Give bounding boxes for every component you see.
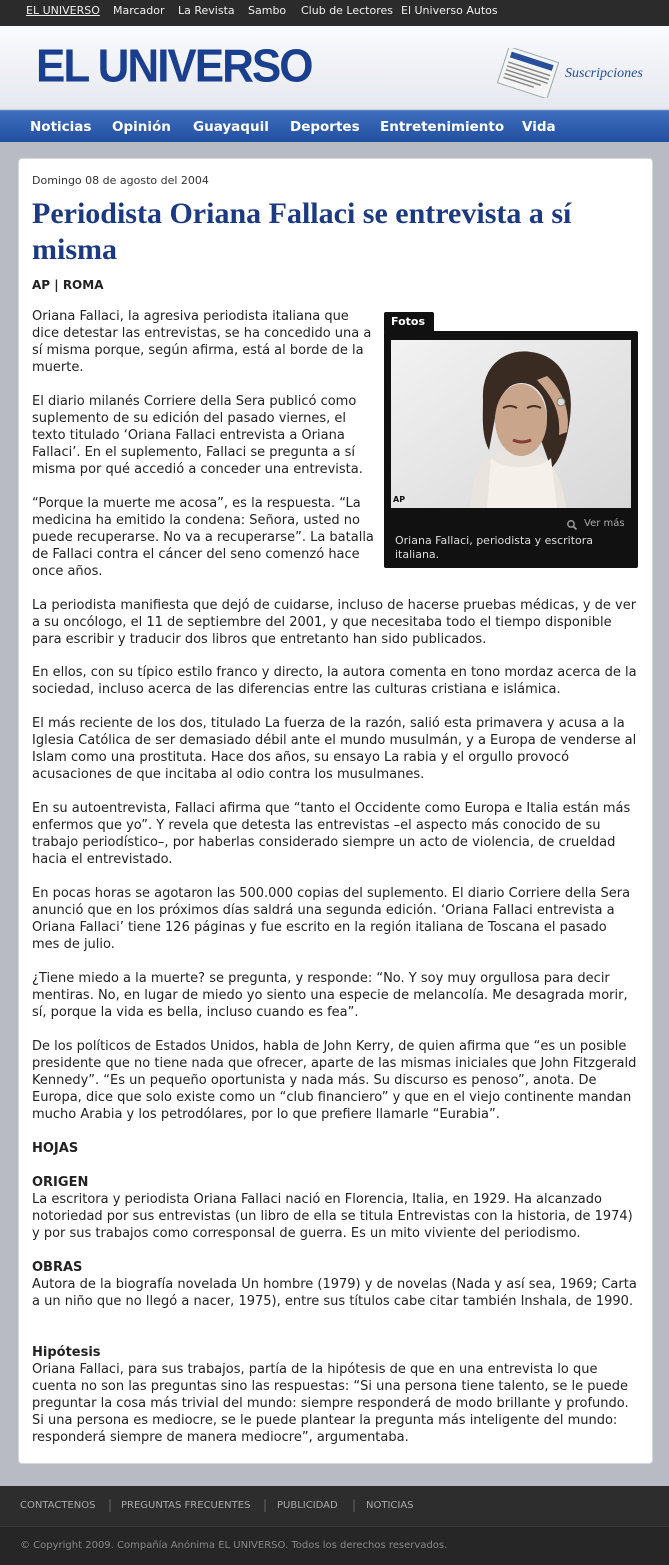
article-paragraph: El diario milanés Corriere della Sera publicó como suplemento de su edición del pasado viernes, el texto titulado ‘Oriana Fallaci entrevista a Oriana Fallaci’. En el suplemento, Fallaci se pregunta a sí misma por qué accedió a conceder una entrevista. — [32, 394, 363, 477]
top-bar — [0, 0, 669, 26]
nav-vida[interactable]: Vida — [522, 119, 556, 135]
section-text-obras: Autora de la biografía novelada Un hombre (1979) y de novelas (Nada y así sea, 1969; Carta a un niño que no llegó a nacer, 1975), entre sus títulos cabe citar también Inshala, de 1990. — [32, 1277, 637, 1309]
copyright-bar — [0, 1526, 669, 1565]
topnav-club-de-lectores[interactable]: Club de Lectores — [301, 4, 394, 17]
subscriptions-link[interactable]: Suscripciones — [565, 66, 643, 81]
article-paragraph: En ellos, con su típico estilo franco y directo, la autora comenta en tono mordaz acerca de la sociedad, incluso acerca de las diferencias entre las culturas cristiana e islámica. — [32, 665, 637, 697]
copyright-text: © Copyright 2009. Compañía Anónima EL UNIVERSO. Todos los derechos reservados. — [20, 1540, 448, 1551]
article-date: Domingo 08 de agosto del 2004 — [32, 174, 209, 187]
footer-preguntas-frecuentes[interactable]: PREGUNTAS FRECUENTES — [121, 1500, 251, 1511]
masthead — [0, 26, 669, 110]
section-text-hipotesis: Oriana Fallaci, para sus trabajos, partía de la hipótesis de que en una entrevista lo que cuenta no son las preguntas sino las respuestas: “Si una persona tiene talento, se le puede preguntar la cosa más trivial del mundo: siempre responderá de modo brillante y profundo. Si una persona es mediocre, se le puede plantear la pregunta más inteligente del mundo: responderá siempre de manera mediocre”, argumentaba. — [32, 1362, 629, 1445]
magnifier-icon[interactable] — [566, 519, 578, 531]
nav-deportes[interactable]: Deportes — [290, 119, 360, 135]
see-more-link[interactable]: Ver más — [584, 518, 625, 529]
nav-entretenimiento[interactable]: Entretenimiento — [380, 119, 505, 135]
footer-noticias[interactable]: NOTICIAS — [366, 1500, 414, 1511]
main-nav — [0, 110, 669, 142]
footer-separator: | — [263, 1498, 268, 1512]
article-paragraph: En pocas horas se agotaron las 500.000 copias del suplemento. El diario Corriere della Sera anunció que en los próximos días saldrá una segunda edición. ‘Oriana Fallaci entrevista a Oriana Fallaci’ tiene 126 páginas y fue escrito en la región italiana de Toscana el pasado mes de julio. — [32, 886, 631, 952]
article-byline: AP | ROMA — [32, 278, 104, 292]
footer-contactenos[interactable]: CONTACTENOS — [20, 1500, 96, 1511]
photo-caption: Oriana Fallaci, periodista y escritora italiana. — [395, 534, 594, 561]
section-title-hipotesis: Hipótesis — [32, 1345, 101, 1360]
footer-publicidad[interactable]: PUBLICIDAD — [277, 1500, 338, 1511]
section-title-hojas: HOJAS — [32, 1141, 79, 1156]
nav-noticias[interactable]: Noticias — [30, 119, 92, 135]
photos-tab[interactable]: Fotos — [384, 312, 434, 332]
article-paragraph: De los políticos de Estados Unidos, habla de John Kerry, de quien afirma que “es un posible presidente que no tiene nada que ofrecer, aparte de las mismas iniciales que John Fitzgerald Kennedy”. “Es un pequeño oportunista y nada más. Su discurso es penoso”, anota. De Europa, dice que solo existe como un “club financiero” y que en el viejo continente mandan mucho Arabia y los petrodólares, por lo que prefiere llamarle “Eurabia”. — [32, 1039, 637, 1122]
topnav-el-universo[interactable]: EL UNIVERSO — [26, 4, 100, 17]
section-title-obras: OBRAS — [32, 1260, 83, 1275]
newspaper-icon[interactable] — [494, 48, 564, 98]
photo-credit: AP — [393, 495, 406, 504]
topnav-el-universo-autos[interactable]: El Universo Autos — [401, 4, 498, 17]
topnav-la-revista[interactable]: La Revista — [178, 4, 235, 17]
article-paragraph: En su autoentrevista, Fallaci afirma que “tanto el Occidente como Europa e Italia están más enfermos que yo”. Y revela que detesta las entrevistas –el aspecto más conocido de su trabajo periodístico–, por haberlas considerado siempre un acto de violencia, de crueldad hacia el entrevistado. — [32, 801, 631, 867]
nav-guayaquil[interactable]: Guayaquil — [193, 119, 269, 135]
article-photo[interactable] — [391, 340, 631, 508]
footer-separator: | — [352, 1498, 357, 1512]
footer-separator: | — [108, 1498, 113, 1512]
footer-links — [0, 1486, 669, 1526]
nav-opinion[interactable]: Opinión — [112, 119, 171, 135]
topnav-sambo[interactable]: Sambo — [248, 4, 287, 17]
site-logo[interactable]: EL UNIVERSO — [36, 40, 312, 93]
portrait-image — [391, 340, 631, 508]
article-title: Periodista Oriana Fallaci se entrevista a sí misma — [32, 197, 572, 266]
topnav-marcador[interactable]: Marcador — [113, 4, 165, 17]
article-paragraph: ¿Tiene miedo a la muerte? se pregunta, y responde: “No. Y soy muy orgullosa para decir mentiras. No, en lugar de miedo yo siento una especie de melancolía. Me desagrada morir, sí, porque la vida es bella, incluso cuando es fea”. — [32, 971, 628, 1020]
article-paragraph: Oriana Fallaci, la agresiva periodista italiana que dice detestar las entrevistas, se ha concedido una a sí misma porque, según afirma, está al borde de la muerte. — [32, 309, 372, 375]
article-paragraph: “Porque la muerte me acosa”, es la respuesta. “La medicina ha emitido la condena: Señora, usted no puede recuperarse. No va a recuperarse”. La batalla de Fallaci contra el cáncer del seno comenzó hace once años. — [32, 496, 374, 579]
article-paragraph: El más reciente de los dos, titulado La fuerza de la razón, salió esta primavera y acusa a la Iglesia Católica de ser demasiado débil ante el mundo musulmán, y a Europa de venderse al Islam como una prostituta. Hace dos años, su ensayo La rabia y el orgullo provocó acusaciones de que incitaba al odio contra los musulmanes. — [32, 716, 637, 782]
section-text-origen: La escritora y periodista Oriana Fallaci nació en Florencia, Italia, en 1929. Ha alcanzado notoriedad por sus entrevistas (un libro de ella se titula Entrevistas con la historia, de 1974) y por sus trabajos como corresponsal de guerra. Es un mito viviente del periodismo. — [32, 1192, 633, 1241]
section-title-origen: ORIGEN — [32, 1175, 89, 1190]
article-paragraph: La periodista manifiesta que dejó de cuidarse, incluso de hacerse pruebas médicas, y de ver a su oncólogo, el 11 de septiembre del 2001, y que necesitaba todo el tiempo disponible para escribir y traducir dos libros que entretanto han sido publicados. — [32, 598, 637, 647]
